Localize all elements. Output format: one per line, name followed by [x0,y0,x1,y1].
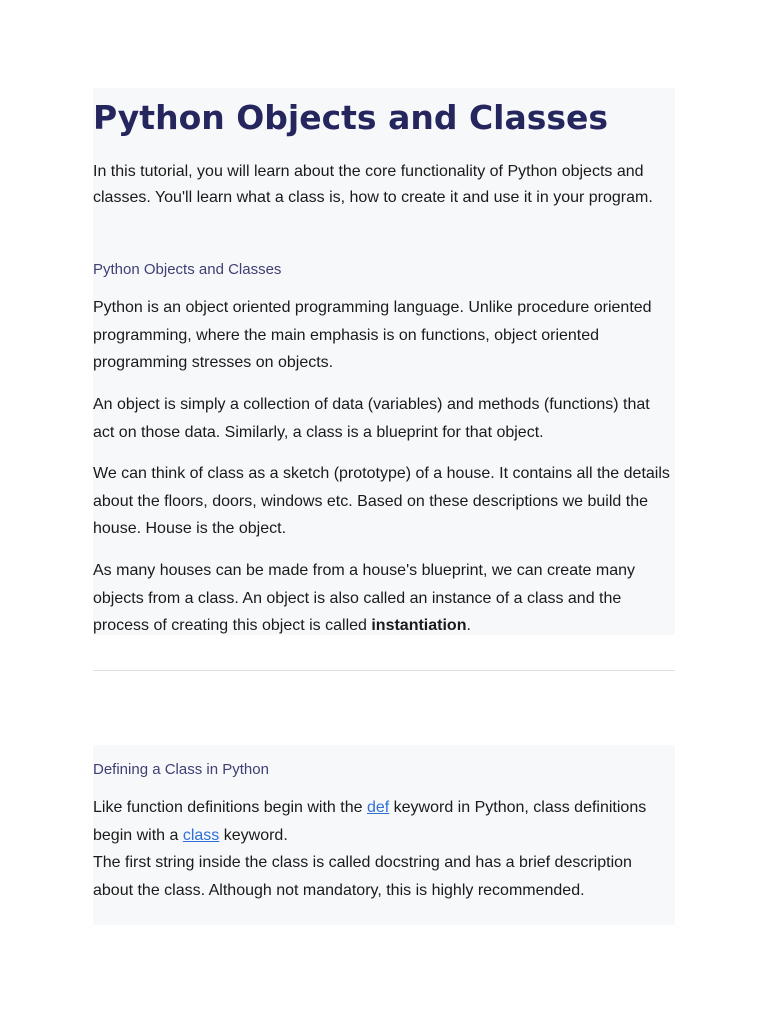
paragraph-instantiation [93,557,673,640]
docstring-text: The first string inside the class is called docstring and has a brief description about the class. Although not mandatory, this is highly recommended. [93,854,632,899]
paragraph-oop-intro: Python is an object oriented programming language. Unlike procedure oriented programming, where the main emphasis is on functions, object oriented programming stresses on objects. [93,299,652,371]
intro-paragraph: In this tutorial, you will learn about the core functionality of Python objects and classes. You'll learn what a class is, how to create it and use it in your program. [93,163,653,206]
instantiation-text: As many houses can be made from a house's blueprint, we can create many objects from a class. An object is also called an instance of a class and the process of creating this object is called [93,562,636,634]
def-keyword-link[interactable]: def [366,799,390,816]
class-keyword-link[interactable]: class [182,826,220,844]
definition-text-1: Like function definitions begin with the [93,799,367,816]
definition-text-3: keyword. [219,826,288,844]
paragraph-class-definition [93,794,673,904]
instantiation-term: instantiation [371,617,467,634]
definition-text-2: keyword in Python, class definitions begin with a [93,799,647,844]
instantiation-end: . [466,617,471,634]
section-divider [93,670,675,671]
section-heading-objects: Python Objects and Classes [93,261,282,278]
paragraph-house-analogy: We can think of class as a sketch (prototype) of a house. It contains all the details about the floors, doors, windows etc. Based on these descriptions we build the house. House is the object. [93,465,670,537]
page-title: Python Objects and Classes [93,98,609,137]
section-heading-defining: Defining a Class in Python [93,761,269,778]
paragraph-object-definition: An object is simply a collection of data (variables) and methods (functions) that act on those data. Similarly, a class is a blueprint for that object. [93,396,650,441]
